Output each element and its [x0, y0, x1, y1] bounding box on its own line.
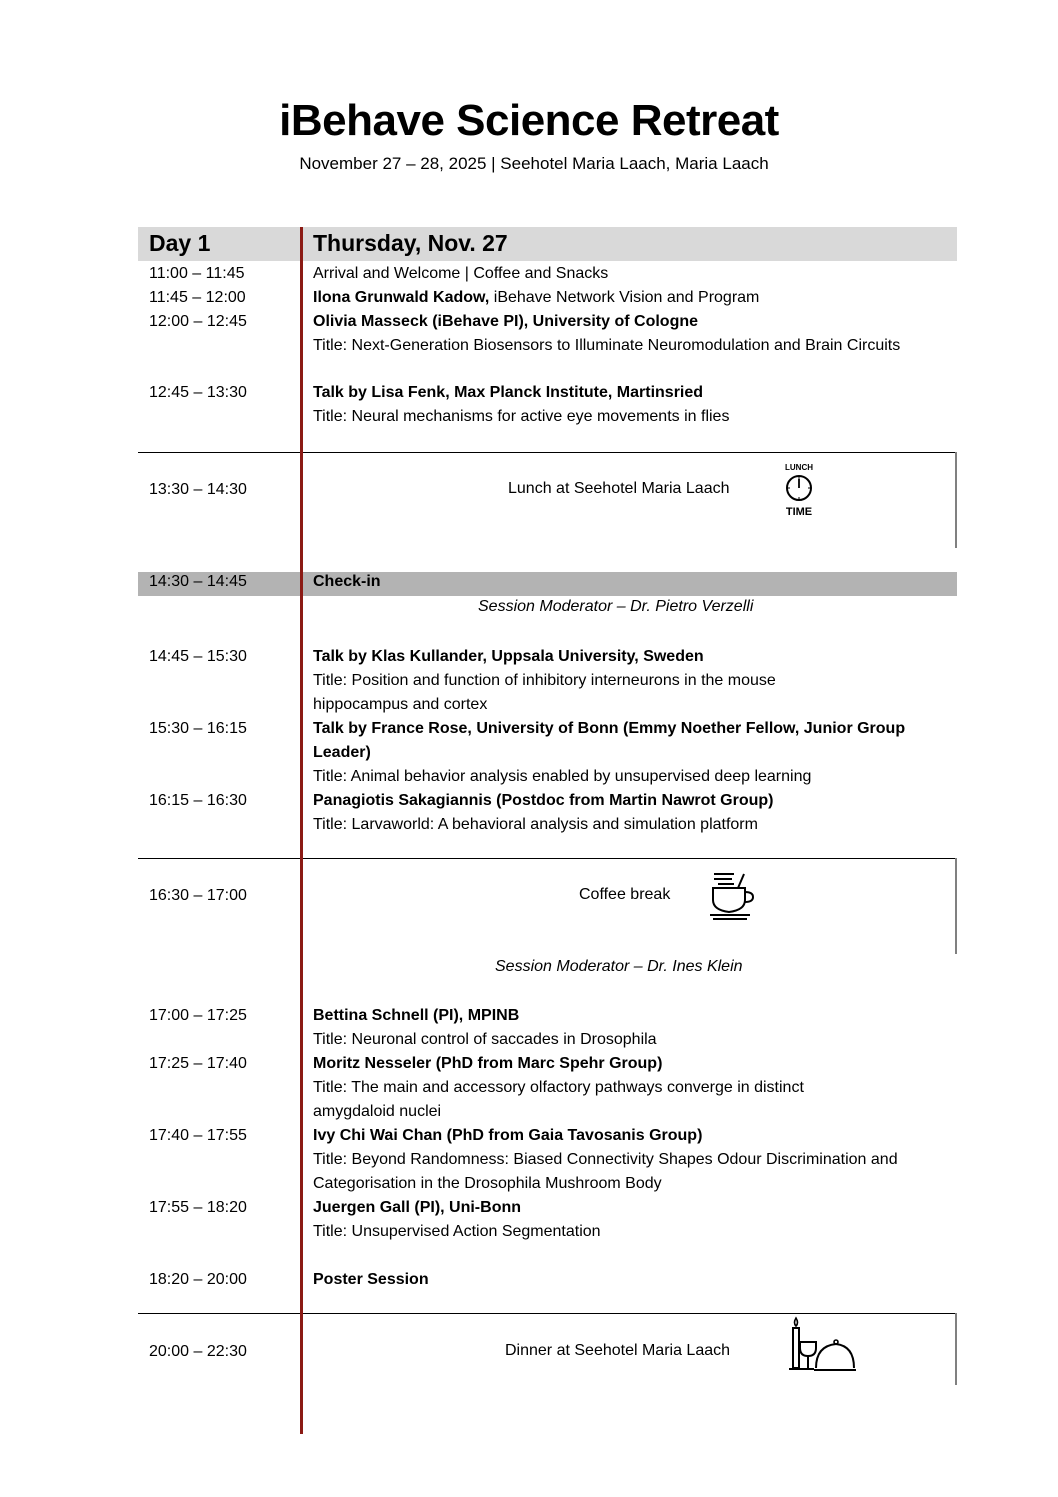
- time-slot: 15:30 – 16:15: [149, 720, 247, 737]
- speaker-name: Olivia Masseck (iBehave PI), University of Cologne: [313, 313, 699, 330]
- svg-text:TIME: TIME: [785, 506, 813, 518]
- speaker-name: Bettina Schnell (PI), MPINB: [313, 1007, 520, 1024]
- coffee-cup-icon: [708, 870, 758, 922]
- lunch-label: Lunch at Seehotel Maria Laach: [508, 480, 730, 497]
- speaker-name: Juergen Gall (PI), Uni-Bonn: [313, 1199, 522, 1216]
- section-divider: [138, 858, 957, 859]
- event-subtitle: November 27 – 28, 2025 | Seehotel Maria Laach, Maria Laach: [299, 154, 769, 173]
- talk-title: Title: Position and function of inhibitory interneurons in the mouse hippocampus and cortex: [313, 672, 776, 713]
- time-slot: 11:45 – 12:00: [149, 289, 246, 306]
- session-moderator: Session Moderator – Dr. Pietro Verzelli: [478, 598, 754, 615]
- time-slot: 14:30 – 14:45: [149, 573, 247, 590]
- column-divider: [300, 227, 303, 1434]
- time-slot: 17:55 – 18:20: [149, 1199, 247, 1216]
- dinner-candle-wine-cloche-icon: [786, 1316, 858, 1374]
- talk-title: Title: Beyond Randomness: Biased Connectivity Shapes Odour Discrimination and Categorisation in the Drosophila Mushroom Body: [313, 1151, 898, 1192]
- time-slot: 17:40 – 17:55: [149, 1127, 247, 1144]
- item-text: Arrival and Welcome | Coffee and Snacks: [313, 265, 609, 282]
- talk-title: Title: Neural mechanisms for active eye movements in flies: [313, 408, 730, 425]
- speaker-name: Ilona Grunwald Kadow,: [313, 289, 490, 306]
- section-divider: [138, 1313, 957, 1314]
- section-border: [955, 858, 957, 954]
- checkin-row: [138, 572, 957, 596]
- day-header: [138, 227, 957, 261]
- time-slot: 16:30 – 17:00: [149, 887, 247, 904]
- time-slot: 18:20 – 20:00: [149, 1271, 247, 1288]
- section-divider: [138, 452, 957, 453]
- time-slot: 13:30 – 14:30: [149, 481, 247, 498]
- checkin-label: Check-in: [313, 573, 381, 590]
- time-slot: 14:45 – 15:30: [149, 648, 247, 665]
- speaker-name: Ivy Chi Wai Chan (PhD from Gaia Tavosanis Group): [313, 1127, 703, 1144]
- talk-title: Title: Unsupervised Action Segmentation: [313, 1223, 601, 1240]
- time-slot: 12:00 – 12:45: [149, 313, 247, 330]
- time-slot: 16:15 – 16:30: [149, 792, 247, 809]
- talk-title: Title: Neuronal control of saccades in Drosophila: [313, 1031, 657, 1048]
- coffee-break-label: Coffee break: [579, 886, 671, 903]
- talk-title: Title: Larvaworld: A behavioral analysis and simulation platform: [313, 816, 758, 833]
- day-label: Day 1: [149, 230, 211, 256]
- svg-text:LUNCH: LUNCH: [785, 463, 813, 472]
- time-slot: 17:00 – 17:25: [149, 1007, 247, 1024]
- speaker-name: Talk by Lisa Fenk, Max Planck Institute, Martinsried: [313, 384, 704, 401]
- poster-session-label: Poster Session: [313, 1271, 429, 1288]
- item-text: iBehave Network Vision and Program: [489, 289, 760, 306]
- speaker-name: Panagiotis Sakagiannis (Postdoc from Martin Nawrot Group): [313, 792, 774, 809]
- section-border: [955, 1313, 957, 1385]
- talk-title: Title: Animal behavior analysis enabled by unsupervised deep learning: [313, 768, 812, 785]
- page-title: iBehave Science Retreat: [279, 96, 779, 145]
- day-date: Thursday, Nov. 27: [313, 230, 508, 256]
- talk-title: Title: Next-Generation Biosensors to Illuminate Neuromodulation and Brain Circuits: [313, 337, 901, 354]
- time-slot: 20:00 – 22:30: [149, 1343, 247, 1360]
- time-slot: 11:00 – 11:45: [149, 265, 245, 282]
- section-border: [955, 452, 957, 548]
- speaker-name: Talk by Klas Kullander, Uppsala University, Sweden: [313, 648, 704, 665]
- time-slot: 17:25 – 17:40: [149, 1055, 247, 1072]
- session-moderator: Session Moderator – Dr. Ines Klein: [495, 958, 743, 975]
- time-slot: 12:45 – 13:30: [149, 384, 247, 401]
- speaker-name: Moritz Nesseler (PhD from Marc Spehr Group): [313, 1055, 663, 1072]
- speaker-name: Talk by France Rose, University of Bonn (Emmy Noether Fellow, Junior Group Leader): [313, 720, 906, 761]
- dinner-label: Dinner at Seehotel Maria Laach: [505, 1342, 731, 1359]
- lunch-time-clock-icon: [780, 462, 818, 518]
- talk-title: Title: The main and accessory olfactory pathways converge in distinct amygdaloid nuclei: [313, 1079, 804, 1120]
